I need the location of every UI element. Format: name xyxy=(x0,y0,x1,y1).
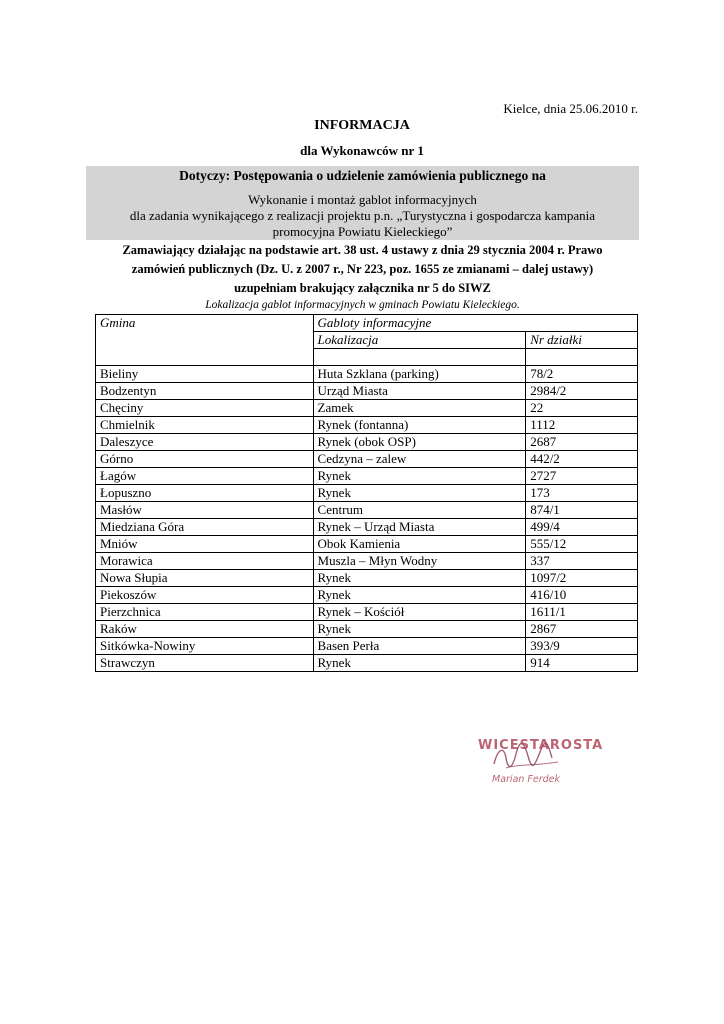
subject-line-1: Wykonanie i montaż gablot informacyjnych xyxy=(248,192,477,207)
cell-nr-dzialki: 2687 xyxy=(526,434,638,451)
cell-gmina: Bodzentyn xyxy=(96,383,314,400)
cell-lokalizacja: Rynek xyxy=(313,655,526,672)
body-line-2: zamówień publicznych (Dz. U. z 2007 r., Nr 223, poz. 1655 ze zmianami – dalej ustawy) xyxy=(131,262,594,276)
cell-nr-dzialki: 442/2 xyxy=(526,451,638,468)
table-row xyxy=(96,519,638,536)
document-date: Kielce, dnia 25.06.2010 r. xyxy=(503,101,638,116)
cell-lokalizacja: Centrum xyxy=(313,502,526,519)
cell-nr-dzialki: 78/2 xyxy=(526,366,638,383)
table-row xyxy=(96,536,638,553)
cell-nr-dzialki: 2867 xyxy=(526,621,638,638)
document-title: INFORMACJA xyxy=(314,118,410,133)
cell-nr-dzialki: 393/9 xyxy=(526,638,638,655)
header-spacer-cell xyxy=(526,349,638,366)
table-row xyxy=(96,383,638,400)
table-row xyxy=(96,485,638,502)
cell-gmina: Chęciny xyxy=(96,400,314,417)
cell-gmina: Masłów xyxy=(96,502,314,519)
cell-gmina: Sitkówka-Nowiny xyxy=(96,638,314,655)
cell-nr-dzialki: 1097/2 xyxy=(526,570,638,587)
subject-heading: Dotyczy: Postępowania o udzielenie zamówienia publicznego na xyxy=(179,168,546,183)
cell-nr-dzialki: 173 xyxy=(526,485,638,502)
table-row xyxy=(96,621,638,638)
cell-gmina: Miedziana Góra xyxy=(96,519,314,536)
table-row xyxy=(96,468,638,485)
cell-lokalizacja: Rynek xyxy=(313,485,526,502)
cell-gmina: Piekoszów xyxy=(96,587,314,604)
cell-nr-dzialki: 1611/1 xyxy=(526,604,638,621)
cell-nr-dzialki: 416/10 xyxy=(526,587,638,604)
table-row xyxy=(96,638,638,655)
cell-gmina: Mniów xyxy=(96,536,314,553)
header-lokalizacja: Lokalizacja xyxy=(313,332,526,349)
table-row xyxy=(96,451,638,468)
cell-gmina: Raków xyxy=(96,621,314,638)
cell-gmina: Łagów xyxy=(96,468,314,485)
table-row xyxy=(96,604,638,621)
location-table xyxy=(95,314,638,672)
cell-lokalizacja: Obok Kamienia xyxy=(313,536,526,553)
body-paragraph xyxy=(86,241,639,298)
table-row xyxy=(96,366,638,383)
cell-gmina: Daleszyce xyxy=(96,434,314,451)
cell-lokalizacja: Rynek xyxy=(313,621,526,638)
subject-line-2: dla zadania wynikającego z realizacji projektu p.n. „Turystyczna i gospodarcza kampania xyxy=(129,208,596,223)
cell-nr-dzialki: 2727 xyxy=(526,468,638,485)
cell-nr-dzialki: 337 xyxy=(526,553,638,570)
cell-gmina: Pierzchnica xyxy=(96,604,314,621)
cell-lokalizacja: Urząd Miasta xyxy=(313,383,526,400)
table-row xyxy=(96,502,638,519)
table-row xyxy=(96,553,638,570)
body-line-1: Zamawiający działając na podstawie art. 38 ust. 4 ustawy z dnia 29 stycznia 2004 r. Prawo xyxy=(122,243,603,257)
cell-nr-dzialki: 874/1 xyxy=(526,502,638,519)
header-nr-dzialki: Nr działki xyxy=(526,332,638,349)
cell-nr-dzialki: 914 xyxy=(526,655,638,672)
cell-gmina: Chmielnik xyxy=(96,417,314,434)
cell-gmina: Łopuszno xyxy=(96,485,314,502)
header-spacer-cell xyxy=(313,349,526,366)
cell-lokalizacja: Cedzyna – zalew xyxy=(313,451,526,468)
cell-lokalizacja: Rynek xyxy=(313,468,526,485)
cell-lokalizacja: Rynek (fontanna) xyxy=(313,417,526,434)
cell-gmina: Górno xyxy=(96,451,314,468)
cell-gmina: Strawczyn xyxy=(96,655,314,672)
cell-lokalizacja: Muszla – Młyn Wodny xyxy=(313,553,526,570)
table-row xyxy=(96,400,638,417)
body-line-3: uzupełniam brakujący załącznika nr 5 do SIWZ xyxy=(234,281,491,295)
subject-line-3: promocyjna Powiatu Kieleckiego” xyxy=(272,224,453,239)
cell-lokalizacja: Rynek – Urząd Miasta xyxy=(313,519,526,536)
official-stamp xyxy=(470,734,604,794)
cell-nr-dzialki: 499/4 xyxy=(526,519,638,536)
subject-description xyxy=(86,192,639,240)
document-subtitle: dla Wykonawców nr 1 xyxy=(300,143,424,158)
table-row xyxy=(96,434,638,451)
cell-nr-dzialki: 2984/2 xyxy=(526,383,638,400)
table-row xyxy=(96,655,638,672)
cell-nr-dzialki: 555/12 xyxy=(526,536,638,553)
cell-lokalizacja: Zamek xyxy=(313,400,526,417)
stamp-name: Marian Ferdek xyxy=(492,774,561,785)
cell-lokalizacja: Basen Perła xyxy=(313,638,526,655)
header-gabloty: Gabloty informacyjne xyxy=(313,315,637,332)
cell-lokalizacja: Rynek (obok OSP) xyxy=(313,434,526,451)
cell-lokalizacja: Rynek xyxy=(313,570,526,587)
table-caption: Lokalizacja gablot informacyjnych w gminach Powiatu Kieleckiego. xyxy=(205,299,520,311)
table-row xyxy=(96,570,638,587)
cell-lokalizacja: Rynek – Kościół xyxy=(313,604,526,621)
stamp-title: WICESTAROSTA xyxy=(478,738,604,753)
header-gmina: Gmina xyxy=(96,315,314,366)
table-row xyxy=(96,587,638,604)
cell-lokalizacja: Huta Szklana (parking) xyxy=(313,366,526,383)
cell-lokalizacja: Rynek xyxy=(313,587,526,604)
cell-nr-dzialki: 22 xyxy=(526,400,638,417)
table-row xyxy=(96,417,638,434)
cell-gmina: Nowa Słupia xyxy=(96,570,314,587)
cell-nr-dzialki: 1112 xyxy=(526,417,638,434)
cell-gmina: Morawica xyxy=(96,553,314,570)
cell-gmina: Bieliny xyxy=(96,366,314,383)
